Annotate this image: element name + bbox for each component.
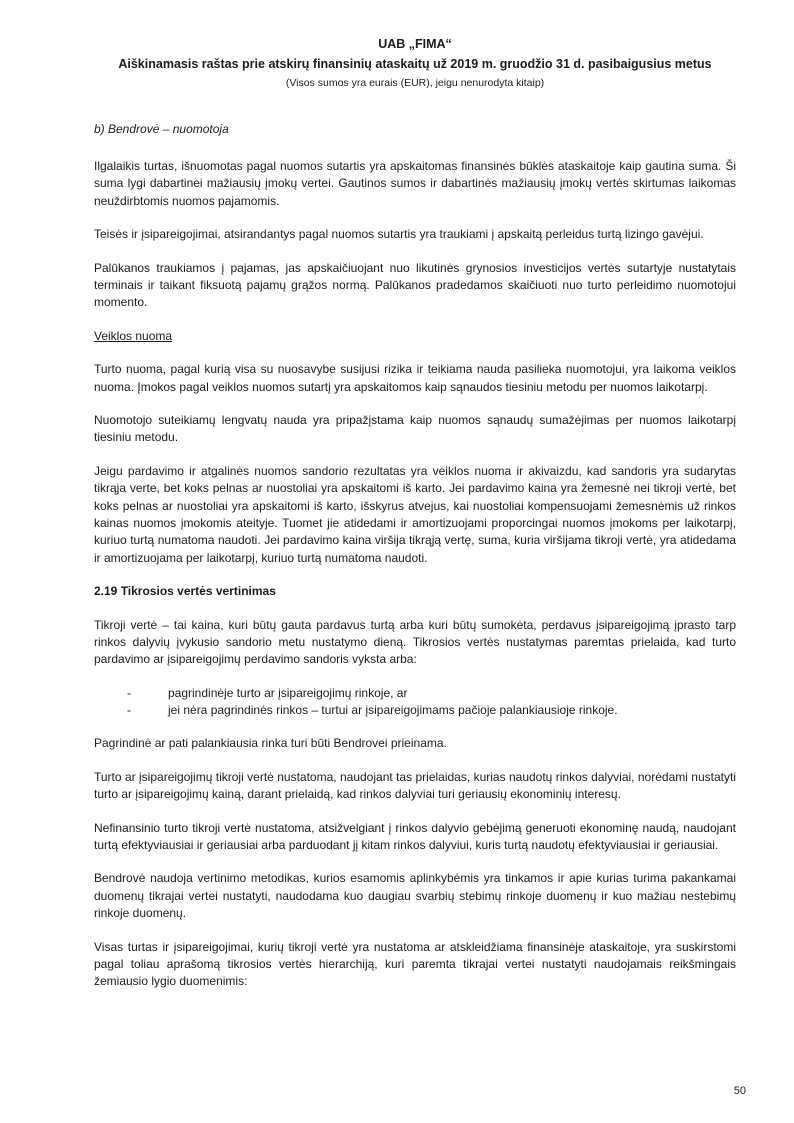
paragraph: Visas turtas ir įsipareigojimai, kurių tikroji vertė yra nustatoma ar atskleidžiama finansinėje ataskaitoje, yra suskirstomi pagal toliau aprašomą tikrosios vertės hierarchiją, kuri paremta tikrajai vertei nustatyti naudojamais reikšmingais žemiausio lygio duomenimis: <box>94 939 736 989</box>
section-heading-bold: 2.19 Tikrosios vertės vertinimas <box>94 584 276 599</box>
paragraph: Jeigu pardavimo ir atgalinės nuomos sandorio rezultatas yra veiklos nuoma ir akivaizdu, kad sandoris yra sudarytas tikrąja verte, bet koks pelnas ar nuostoliai yra apskaitomi iš karto. Jei pardavimo kaina yra žemesnė nei tikroji vertė, bet koks pelnas ar nuostoliai yra apskaitomi iš karto, išskyrus atvejus, kai nuostoliai kompensuojami žemesnėmis už rinkos kainas nuomos įmokomis ateityje. Tuomet jie atidedami ir amortizuojami proporcingai nuomos įmokoms per laikotarpį, kuriuo turtą numatoma naudoti. Jei pardavimo kaina viršija tikrąją vertę, suma, kuria viršijama tikroji vertė, yra atidedama ir amortizuojama per laikotarpį, kuriuo turtą numatoma naudoti. <box>94 463 736 565</box>
list-item <box>94 702 736 719</box>
paragraph: Nefinansinio turto tikroji vertė nustatoma, atsižvelgiant į rinkos dalyvio gebėjimą generuoti ekonominę naudą, naudojant turtą efektyviausiai ir geriausiai arba parduodant jį kitam rinkos dalyviui, kuris turtą naudotų efektyviausiai ir geriausiai. <box>94 820 736 853</box>
paragraph: Pagrindinė ar pati palankiausia rinka turi būti Bendrovei prieinama. <box>94 736 447 751</box>
document-title: Aiškinamasis raštas prie atskirų finansinių ataskaitų už 2019 m. gruodžio 31 d. pasibaigusius metus <box>118 56 712 71</box>
section-heading-italic: b) Bendrovė – nuomotoja <box>94 121 229 136</box>
list-item-text: pagrindinėje turto ar įsipareigojimų rinkoje, ar <box>168 685 408 700</box>
paragraph: Turto ar įsipareigojimų tikroji vertė nustatoma, naudojant tas prielaidas, kurias naudotų rinkos dalyviai, norėdami nustatyti turto ar įsipareigojimų kainą, darant prielaidą, kad rinkos dalyviai turi geriausių ekonominių interesų. <box>94 769 736 802</box>
list-item-marker: - <box>127 703 131 718</box>
paragraph: Nuomotojo suteikiamų lengvatų nauda yra pripažįstama kaip nuomos sąnaudų sumažėjimas per nuomos laikotarpį tiesiniu metodu. <box>94 412 736 445</box>
page-number: 50 <box>733 1085 746 1097</box>
list-item-text: jei nėra pagrindinės rinkos – turtui ar įsipareigojimams pačioje palankiausioje rinkoje. <box>168 703 618 718</box>
paragraph: Ilgalaikis turtas, išnuomotas pagal nuomos sutartis yra apskaitomas finansinės būklės ataskaitoje kaip gautina suma. Ši suma lygi dabartinei mažiausių įmokų vertei. Gautinos sumos ir dabartinės mažiausių įmokų vertės skirtumas laikomas neuždirbtomis nuomos pajamomis. <box>94 159 736 208</box>
bullet-list <box>94 685 736 720</box>
document-header <box>94 36 736 91</box>
currency-note: (Visos sumos yra eurais (EUR), jeigu nenurodyta kitaip) <box>285 77 545 89</box>
paragraph: Tikroji vertė – tai kaina, kuri būtų gauta pardavus turtą arba kuri būtų sumokėta, perdavus įsipareigojimą įprasto tarp rinkos dalyvių įvykusio sandorio metu nustatymo dieną. Tikrosios vertės nustatymas paremtas prielaida, kad turto pardavimo ar įsipareigojimų perdavimo sandoris vyksta arba: <box>94 617 736 667</box>
paragraph: Turto nuoma, pagal kurią visa su nuosavybe susijusi rizika ir teikiama nauda pasilieka nuomotojui, yra laikoma veiklos nuoma. Įmokos pagal veiklos nuomos sutartį yra apskaitomos kaip sąnaudos tiesiniu metodu per nuomos laikotarpį. <box>94 362 736 394</box>
list-item <box>94 685 736 702</box>
list-item-marker: - <box>127 685 131 700</box>
paragraph: Bendrovė naudoja vertinimo metodikas, kurios esamomis aplinkybėmis yra tinkamos ir apie kurias turima pakankamai duomenų tikrajai vertei nustatyti, naudodama kuo daugiau svarbių stebimų rinkoje duomenų ir kuo mažiau nestebimų rinkoje duomenų. <box>94 871 736 921</box>
paragraph: Teisės ir įsipareigojimai, atsirandantys pagal nuomos sutartis yra traukiami į apskaitą perleidus turtą lizingo gavėjui. <box>94 227 704 242</box>
company-name: UAB „FIMA“ <box>378 37 452 51</box>
section-heading-underline: Veiklos nuoma <box>94 328 173 343</box>
document-body <box>94 121 736 991</box>
paragraph: Palūkanos traukiamos į pajamas, jas apskaičiuojant nuo likutinės grynosios investicijos vertės sutartyje nustatytais terminais ir taikant fiksuotą pajamų grąžos normą. Palūkanos pradedamos skaičiuoti nuo turto perleidimo nuomotojui momento. <box>94 260 736 310</box>
